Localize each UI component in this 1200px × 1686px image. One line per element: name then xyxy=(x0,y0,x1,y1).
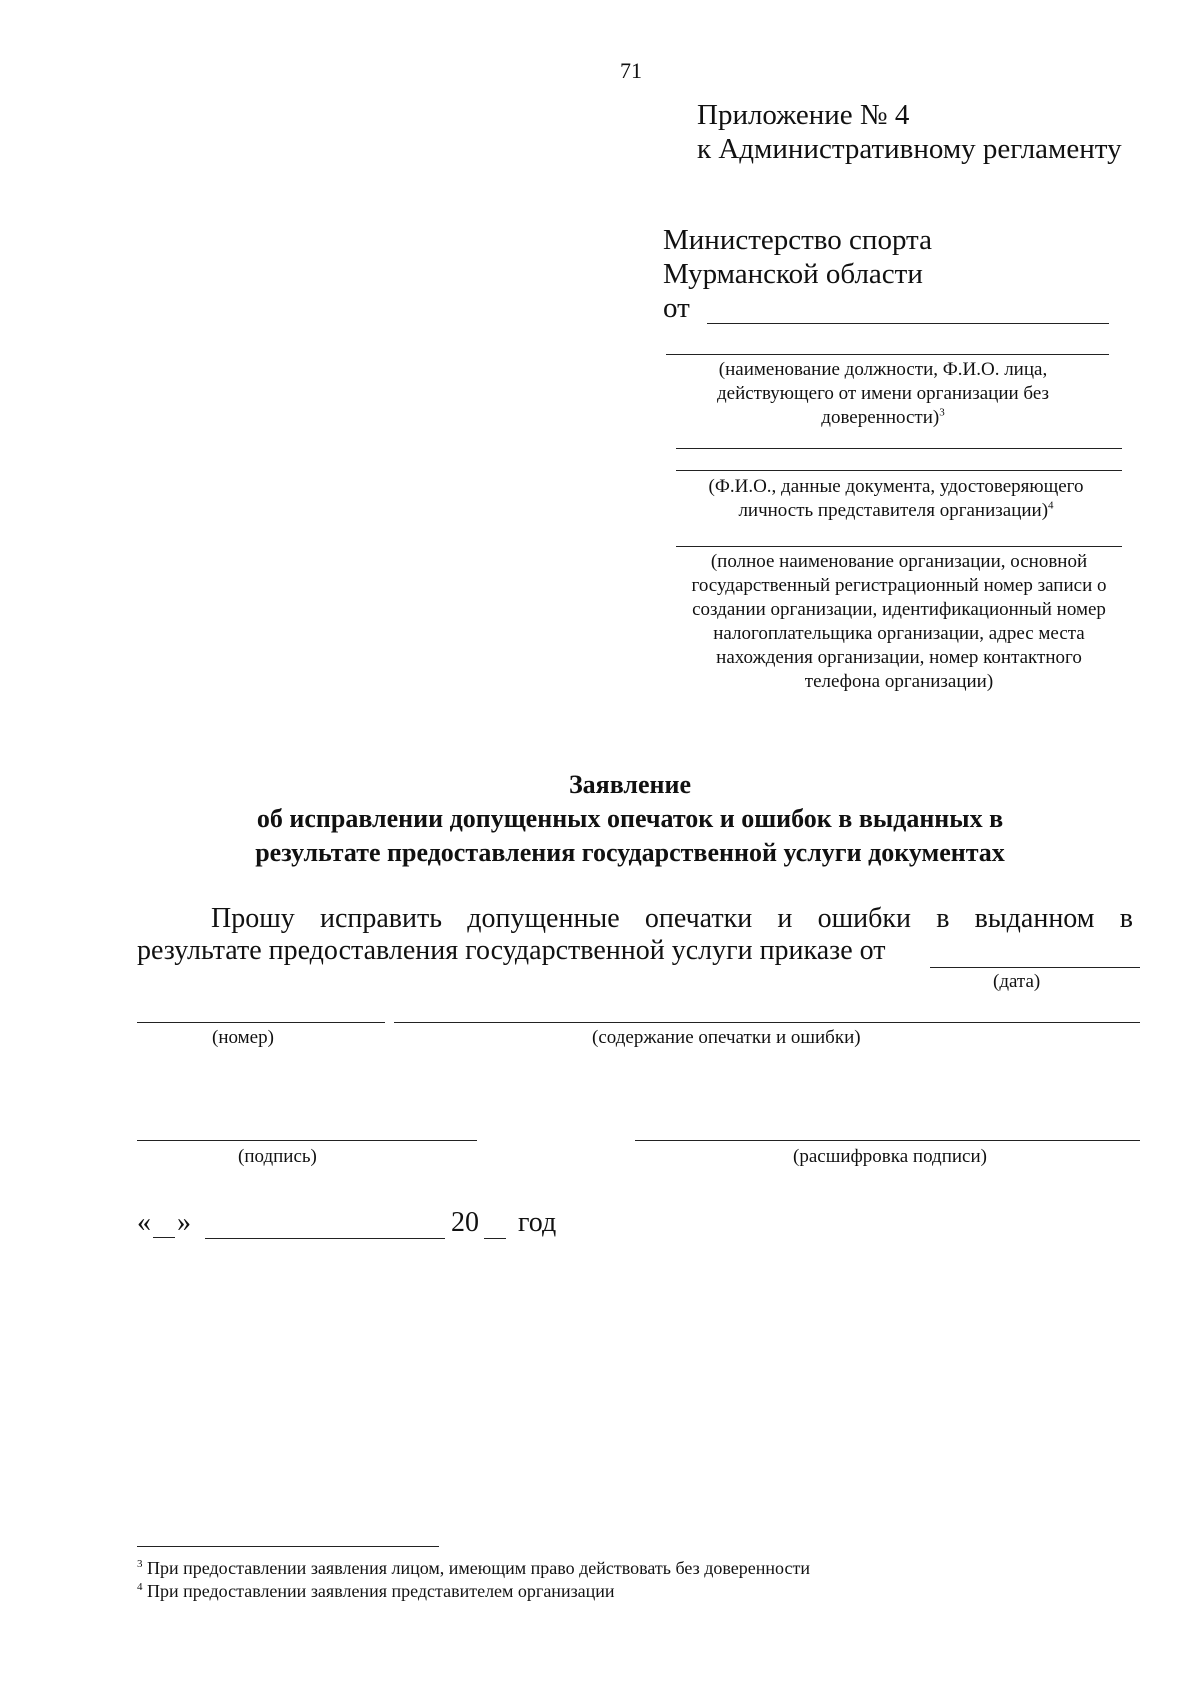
organization-caption: (полное наименование организации, основной государственный регистрационный номер записи о создании организации, идентификационный номер налогоплательщика организации, адрес места нахождения организации, номер контактного телефона организации) xyxy=(691,551,1107,692)
addressee-line2: Мурманской области xyxy=(663,258,923,290)
representative-caption: (Ф.И.О., данные документа, удостоверяющего личность представителя организации)$^4$ xyxy=(708,476,1084,521)
signature-decoding-field-line[interactable] xyxy=(635,1140,1140,1141)
footnote-4: $^4$ При предоставлении заявления представителем организации xyxy=(137,1581,615,1601)
appendix-number: Приложение № 4 xyxy=(697,99,910,131)
representative-field-line-1[interactable] xyxy=(676,448,1122,449)
signature-caption: (подпись) xyxy=(238,1146,317,1167)
official-caption: (наименование должности, Ф.И.О. лица, действующего от имени организации без доверенности)$^3$ xyxy=(716,359,1049,428)
close-quote: » xyxy=(177,1207,191,1238)
document-subtitle-line1: об исправлении допущенных опечаток и ошибок в выданных в xyxy=(256,804,1004,833)
document-subtitle-line2: результате предоставления государственной услуги документах xyxy=(255,838,1005,867)
content-caption: (содержание опечатки и ошибки) xyxy=(592,1027,861,1048)
day-field-line[interactable] xyxy=(153,1207,175,1238)
from-label: от xyxy=(663,292,690,324)
footnote-ref-4: 4 xyxy=(1048,499,1054,512)
year-suffix: год xyxy=(518,1207,557,1238)
open-quote: « xyxy=(137,1207,151,1238)
year-prefix: 20 xyxy=(451,1207,479,1238)
from-field-line[interactable] xyxy=(707,323,1109,324)
content-field-line[interactable] xyxy=(394,1022,1140,1023)
date-field-line[interactable] xyxy=(930,967,1140,968)
appendix-regulation: к Административному регламенту xyxy=(697,133,1122,165)
request-text-line2: результате предоставления государственной услуги приказе от xyxy=(137,935,886,966)
addressee-block xyxy=(663,223,932,291)
number-caption: (номер) xyxy=(212,1027,274,1048)
footnote-3: $^3$ При предоставлении заявления лицом, имеющим право действовать без доверенности xyxy=(137,1558,810,1578)
document-title: Заявление xyxy=(568,770,692,799)
signature-decoding-caption: (расшифровка подписи) xyxy=(793,1146,987,1167)
month-field-line[interactable] xyxy=(205,1238,445,1239)
signature-field-line[interactable] xyxy=(137,1140,477,1141)
footnote-ref-3: 3 xyxy=(939,406,945,419)
addressee-line1: Министерство спорта xyxy=(663,224,932,256)
number-field-line[interactable] xyxy=(137,1022,385,1023)
page-number: 71 xyxy=(620,58,642,83)
appendix-header xyxy=(697,98,1122,166)
representative-field-line-2[interactable] xyxy=(676,470,1122,471)
request-text-line1: Прошу исправить допущенные опечатки и ошибки в выданном в xyxy=(211,903,1133,934)
date-row xyxy=(137,1207,151,1239)
date-caption: (дата) xyxy=(993,971,1041,992)
official-field-line[interactable] xyxy=(666,354,1109,355)
organization-field-line[interactable] xyxy=(676,546,1122,547)
footnote-separator xyxy=(137,1546,439,1547)
year-field-line[interactable] xyxy=(484,1238,506,1239)
